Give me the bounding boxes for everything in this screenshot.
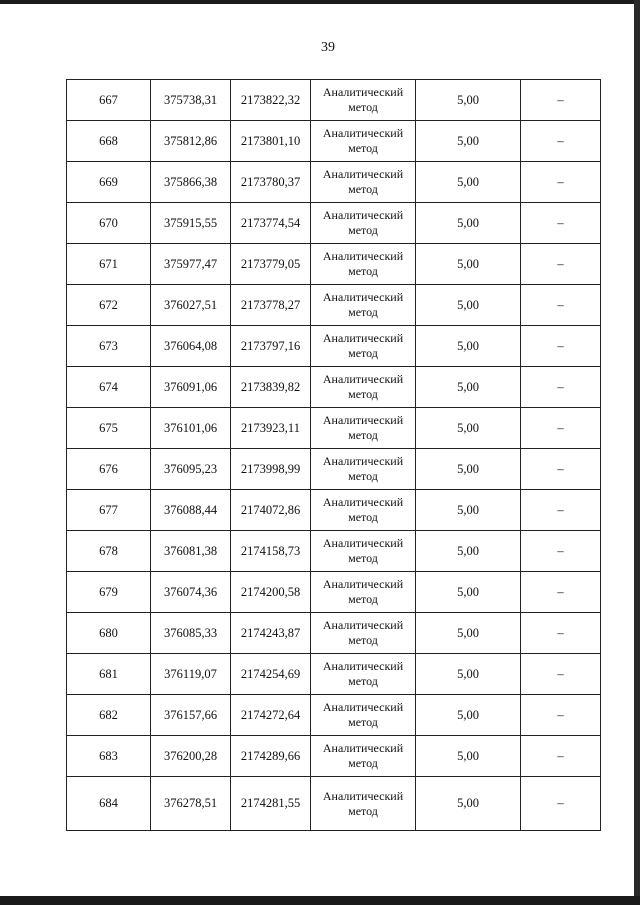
method-cell [311, 326, 416, 367]
method-cell [311, 285, 416, 326]
method-cell [311, 695, 416, 736]
error-cell: 5,00 [416, 326, 521, 367]
x-coordinate-cell: 376074,36 [151, 572, 231, 613]
method-cell [311, 244, 416, 285]
table-row [67, 572, 601, 613]
dash-cell: – [521, 531, 601, 572]
point-number-cell: 670 [67, 203, 151, 244]
dash-cell: – [521, 244, 601, 285]
table-row [67, 285, 601, 326]
y-coordinate-cell: 2173801,10 [231, 121, 311, 162]
error-cell: 5,00 [416, 203, 521, 244]
table-row [67, 244, 601, 285]
y-coordinate-cell: 2174254,69 [231, 654, 311, 695]
y-coordinate-cell: 2174272,64 [231, 695, 311, 736]
method-label-line1: Аналитический [322, 741, 404, 755]
method-cell [311, 162, 416, 203]
y-coordinate-cell: 2174281,55 [231, 777, 311, 831]
method-label-line2: метод [348, 674, 378, 688]
method-label-line1: Аналитический [322, 167, 404, 181]
method-label-line2: метод [348, 182, 378, 196]
method-cell [311, 654, 416, 695]
method-label-line1: Аналитический [322, 700, 404, 714]
point-number-cell: 674 [67, 367, 151, 408]
dash-cell: – [521, 121, 601, 162]
method-label-line2: метод [348, 510, 378, 524]
dash-cell: – [521, 326, 601, 367]
method-cell [311, 572, 416, 613]
method-cell [311, 736, 416, 777]
method-label-line1: Аналитический [322, 577, 404, 591]
method-label-line2: метод [348, 100, 378, 114]
method-label-line1: Аналитический [322, 85, 404, 99]
table-row [67, 326, 601, 367]
scan-border-right [634, 0, 640, 905]
scan-border-top [0, 0, 640, 4]
dash-cell: – [521, 367, 601, 408]
method-label-line2: метод [348, 223, 378, 237]
table-row [67, 162, 601, 203]
method-label-line2: метод [348, 756, 378, 770]
method-label-line2: метод [348, 803, 378, 818]
method-label-line1: Аналитический [322, 454, 404, 468]
table-row [67, 367, 601, 408]
point-number-cell: 679 [67, 572, 151, 613]
method-cell [311, 80, 416, 121]
y-coordinate-cell: 2173778,27 [231, 285, 311, 326]
dash-cell: – [521, 736, 601, 777]
error-cell: 5,00 [416, 695, 521, 736]
y-coordinate-cell: 2174289,66 [231, 736, 311, 777]
table-row [67, 203, 601, 244]
error-cell: 5,00 [416, 531, 521, 572]
dash-cell: – [521, 162, 601, 203]
y-coordinate-cell: 2173779,05 [231, 244, 311, 285]
error-cell: 5,00 [416, 490, 521, 531]
dash-cell: – [521, 449, 601, 490]
table-row [67, 613, 601, 654]
x-coordinate-cell: 376064,08 [151, 326, 231, 367]
dash-cell: – [521, 490, 601, 531]
y-coordinate-cell: 2173998,99 [231, 449, 311, 490]
point-number-cell: 681 [67, 654, 151, 695]
dash-cell: – [521, 695, 601, 736]
error-cell: 5,00 [416, 367, 521, 408]
method-label-line2: метод [348, 387, 378, 401]
error-cell: 5,00 [416, 449, 521, 490]
table-row [67, 121, 601, 162]
point-number-cell: 668 [67, 121, 151, 162]
method-label-line2: метод [348, 592, 378, 606]
x-coordinate-cell: 375738,31 [151, 80, 231, 121]
x-coordinate-cell: 376278,51 [151, 777, 231, 831]
method-cell [311, 613, 416, 654]
x-coordinate-cell: 376101,06 [151, 408, 231, 449]
x-coordinate-cell: 375812,86 [151, 121, 231, 162]
point-number-cell: 675 [67, 408, 151, 449]
method-label-line1: Аналитический [322, 208, 404, 222]
point-number-cell: 671 [67, 244, 151, 285]
scan-border-bottom [0, 896, 640, 905]
y-coordinate-cell: 2174243,87 [231, 613, 311, 654]
x-coordinate-cell: 376081,38 [151, 531, 231, 572]
method-label-line1: Аналитический [322, 249, 404, 263]
method-cell [311, 203, 416, 244]
y-coordinate-cell: 2174158,73 [231, 531, 311, 572]
y-coordinate-cell: 2174200,58 [231, 572, 311, 613]
y-coordinate-cell: 2173839,82 [231, 367, 311, 408]
method-label-line1: Аналитический [322, 495, 404, 509]
error-cell: 5,00 [416, 121, 521, 162]
x-coordinate-cell: 375977,47 [151, 244, 231, 285]
error-cell: 5,00 [416, 285, 521, 326]
error-cell: 5,00 [416, 244, 521, 285]
point-number-cell: 678 [67, 531, 151, 572]
method-label-line2: метод [348, 305, 378, 319]
y-coordinate-cell: 2174072,86 [231, 490, 311, 531]
x-coordinate-cell: 376027,51 [151, 285, 231, 326]
method-cell [311, 449, 416, 490]
error-cell: 5,00 [416, 654, 521, 695]
y-coordinate-cell: 2173822,32 [231, 80, 311, 121]
dash-cell: – [521, 654, 601, 695]
method-label-line1: Аналитический [322, 788, 404, 803]
coordinates-table [66, 79, 601, 831]
x-coordinate-cell: 376200,28 [151, 736, 231, 777]
error-cell: 5,00 [416, 162, 521, 203]
method-cell [311, 531, 416, 572]
table-body [67, 80, 601, 831]
method-cell [311, 367, 416, 408]
method-label-line2: метод [348, 141, 378, 155]
method-label-line1: Аналитический [322, 536, 404, 550]
method-label-line2: метод [348, 715, 378, 729]
dash-cell: – [521, 408, 601, 449]
point-number-cell: 683 [67, 736, 151, 777]
method-label-line2: метод [348, 264, 378, 278]
method-label-line2: метод [348, 346, 378, 360]
table-row [67, 449, 601, 490]
method-label-line1: Аналитический [322, 618, 404, 632]
method-cell [311, 777, 416, 831]
point-number-cell: 672 [67, 285, 151, 326]
dash-cell: – [521, 80, 601, 121]
table-row [67, 695, 601, 736]
y-coordinate-cell: 2173923,11 [231, 408, 311, 449]
x-coordinate-cell: 375866,38 [151, 162, 231, 203]
x-coordinate-cell: 376088,44 [151, 490, 231, 531]
table-row [67, 777, 601, 831]
method-label-line1: Аналитический [322, 331, 404, 345]
dash-cell: – [521, 572, 601, 613]
x-coordinate-cell: 376157,66 [151, 695, 231, 736]
method-label-line1: Аналитический [322, 659, 404, 673]
y-coordinate-cell: 2173780,37 [231, 162, 311, 203]
method-label-line1: Аналитический [322, 290, 404, 304]
point-number-cell: 667 [67, 80, 151, 121]
y-coordinate-cell: 2173797,16 [231, 326, 311, 367]
dash-cell: – [521, 613, 601, 654]
method-label-line2: метод [348, 428, 378, 442]
x-coordinate-cell: 376095,23 [151, 449, 231, 490]
method-label-line1: Аналитический [322, 413, 404, 427]
table-row [67, 531, 601, 572]
method-label-line2: метод [348, 469, 378, 483]
method-label-line1: Аналитический [322, 372, 404, 386]
page-number: 39 [321, 40, 335, 55]
x-coordinate-cell: 376085,33 [151, 613, 231, 654]
dash-cell: – [521, 285, 601, 326]
error-cell: 5,00 [416, 777, 521, 831]
method-label-line1: Аналитический [322, 126, 404, 140]
table-row [67, 490, 601, 531]
x-coordinate-cell: 376119,07 [151, 654, 231, 695]
point-number-cell: 676 [67, 449, 151, 490]
method-cell [311, 408, 416, 449]
dash-cell: – [521, 203, 601, 244]
method-label-line2: метод [348, 551, 378, 565]
method-label-line2: метод [348, 633, 378, 647]
y-coordinate-cell: 2173774,54 [231, 203, 311, 244]
error-cell: 5,00 [416, 613, 521, 654]
dash-cell: – [521, 777, 601, 831]
point-number-cell: 680 [67, 613, 151, 654]
method-cell [311, 490, 416, 531]
point-number-cell: 684 [67, 777, 151, 831]
point-number-cell: 673 [67, 326, 151, 367]
error-cell: 5,00 [416, 408, 521, 449]
error-cell: 5,00 [416, 80, 521, 121]
table-row [67, 80, 601, 121]
table-row [67, 654, 601, 695]
x-coordinate-cell: 375915,55 [151, 203, 231, 244]
table-row [67, 408, 601, 449]
point-number-cell: 669 [67, 162, 151, 203]
method-cell [311, 121, 416, 162]
error-cell: 5,00 [416, 572, 521, 613]
point-number-cell: 677 [67, 490, 151, 531]
error-cell: 5,00 [416, 736, 521, 777]
x-coordinate-cell: 376091,06 [151, 367, 231, 408]
table-row [67, 736, 601, 777]
point-number-cell: 682 [67, 695, 151, 736]
